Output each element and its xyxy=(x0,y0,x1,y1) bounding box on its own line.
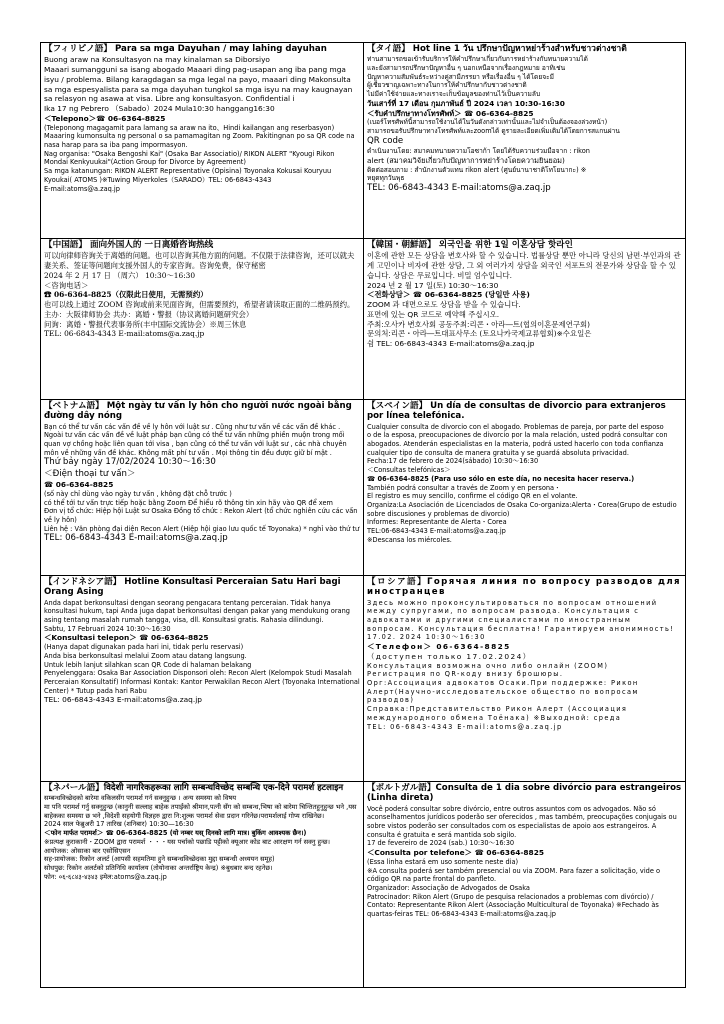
section-line: ไม่มีค่าใช้จ่ายและทางเราจะเก็บข้อมูลของท่านไว้เป็นความลับ xyxy=(367,90,541,99)
section-line: （доступен только 17.02.2024） xyxy=(367,651,532,661)
section-line: Anda bisa berkonsultasi melalui Zoom atau datang langsung. xyxy=(44,651,247,660)
section-line: सोधपुछ: रिकोन अलर्टको प्रतिनिधि कार्यालय (तोयोनाका अन्तर्राष्ट्रिय केन्द्र) ※बुधबार बन्द रहनेछ। xyxy=(44,863,273,872)
section-line: หยุดทุกวันพุธ xyxy=(367,174,405,183)
section-line: ผู้เชี่ยวชาญเฉพาะทางในการให้คำปรึกษากับชาวต่างชาติ xyxy=(367,81,527,90)
section-vietnamese xyxy=(41,400,363,575)
section-phone: ＜Consulta por telefone＞ ☎ 06-6364-8825 xyxy=(367,848,544,858)
section-phone: ＜Telepono＞☎ 06-6364-8825 xyxy=(44,113,166,123)
section-line: 문의처:리콘・아라―트대표사무소 (토요나카국제교류협회)※수요일은 xyxy=(367,329,592,339)
section-line: Регистрация по QR-коду внизу брошюры. xyxy=(367,670,564,679)
section-line: Справка:Представительство Рикон Алерт (Ассоциация международного обмена Тоёнака) ※Выходной: среда xyxy=(367,705,628,722)
section-line: ปัญหาความสัมพันธ์ระหว่างคู่สามีภรรยา หรือเรื่องอื่น ๆ ได้โดยจะมี xyxy=(367,72,554,81)
section-contact: TEL: 06-6843-4343 E-mail:atoms@a.zaq.jp xyxy=(367,722,563,731)
section-line: Anda dapat berkonsultasi dengan seorang pengacara tentang perceraian. Tidak hanya konsultasi hukum, tapi Anda juga dapat berkonsultasi dengan pakar yang mendukung orang asing tentang masalah rumah tangga, visa, dll. Konsultasi gratis. Rahasia dilindungi. xyxy=(44,598,350,625)
section-line: Консультация возможна очно либо онлайн (ZOOM) xyxy=(367,661,609,670)
row-2 xyxy=(40,238,686,399)
section-contact: TEL: 06-6843-4343 E-mail:atoms@a.zaq.jp xyxy=(44,533,228,544)
section-line: ＜咨询电话＞ xyxy=(44,280,89,290)
section-line: Penyelenggara: Osaka Bar Association Disponsori oleh: Recon Alert (Kelompok Studi Masalah Perceraian Konsultatif) Informasi Kontak: Kantor Perwakilan Recon Alert (Toyonaka International Center) * Tutup pada hari Rabu xyxy=(44,669,360,695)
section-line: आयोजक: ओसाका बार एसोसिएसन xyxy=(44,846,131,855)
section-phone: ＜전화상담＞ ☎ 06-6364-8825 (당일만 사용) xyxy=(367,290,530,300)
section-line: 也可以线上通过 ZOOM 咨询或前来见面咨询，但需要预约，希望者请读取正面的二维码预约。 xyxy=(44,300,355,310)
section-line: Liên hệ : Văn phòng đại diện Recon Alert (Hiệp hội giao lưu quốc tế Toyonaka) * nghỉ vào thứ tư xyxy=(44,524,360,533)
section-title: 【ベトナム語】 Một ngày tư vấn ly hôn cho người nước ngoài bằng đường dây nóng xyxy=(44,401,352,422)
section-contact: TEL: 06-6843-4343 E-mail:atoms@a.zaq.jp xyxy=(44,695,202,705)
section-indonesian xyxy=(41,576,363,781)
section-line: सम्बन्धविच्छेदको बारेमा वकिलसँग परामर्श गर्न सक्नुहुन्छ । अन्य समस्या को विषय xyxy=(44,794,237,803)
section-title: 【インドネシア語】 Hotline Konsultasi Perceraian Satu Hari bagi Orang Asing xyxy=(44,577,341,598)
section-line: मा पनि परामर्श गर्नु सक्नुहुन्छ (कानुनी सल्लाह बाहेक तपाईंको श्रीमान,पत्नी सँग को सम्बन्ध,भिषा को बारेमा चिन्तितहुनुहुन्छ भने ,यस बाहेकका समस्या छ भने ,विदेशी सहयोगी विज्ञहरु द्वारा नि:शुल्क परामर्श सेवा प्रदान गरिनेछ।परामर्शलाई गोप्य राखिनेछ। xyxy=(44,803,357,820)
section-line: (số này chỉ dùng vào ngày tư vấn , không đặt chỗ trước ) xyxy=(44,489,232,498)
section-line: Đơn vị tổ chức: Hiệp hội Luật sư Osaka Đồng tổ chức : Rekon Alert (tổ chức nghiên cứu các vấn về ly hôn) xyxy=(44,507,358,524)
row-4 xyxy=(40,575,686,781)
section-line: Organizador: Associação de Advogados de Osaka xyxy=(367,884,530,893)
section-contact: Patrocinador: Rikon Alert (Grupo de pesquisa relacionados a problemas com divórcio) / Contato: Representante Rikon Alert (Associação Multicultural de Toyonaka) ※Fechado às quartas-feiras TEL: 06-6843-4343 E-mail:atoms@a.zaq.jp xyxy=(367,892,659,919)
section-line: Nag organisa: "Osaka Bengoshi Kai" (Osaka Bar Associatio)/ RIKON ALERT "Kyougi Rikon Mondai Kenkyuukai"(Action Group for Divorce by Agreement) xyxy=(44,149,335,167)
section-filipino xyxy=(41,43,363,238)
section-title: 【タイ語】 Hot line 1 วัน ปรึกษาปัญหาหย่าร้างสำหรับชาวต่างชาติ xyxy=(367,44,627,54)
section-line: Cualquier consulta de divorcio con el abogado. Problemas de pareja, por parte del esposo xyxy=(367,422,664,431)
section-line: ดำเนินงานโดย: สมาคมทนายความโอซาก้า โดยได้รับความร่วมมือจาก : rikon xyxy=(367,147,590,156)
section-date: 2024 年 2 月 17 日 （周六） 10:30～16:30 xyxy=(44,270,196,280)
section-line: Organiza:La Asociación de Licenciados de Osaka Co-organiza:Alerta・Corea(Grupo de estudio sobre discusiones y problemas de divorcio) xyxy=(367,500,677,518)
section-line: También podrá consultar a través de Zoom y en persona・ xyxy=(367,483,561,492)
section-title: 【中国語】 面向外国人的 一日离婚咨询热线 xyxy=(44,240,214,250)
section-line: (เบอร์โทรศัพท์นี้สามารถใช้งานได้ในวันดังกล่าวเท่านั้นและไม่จำเป็นต้องจองล่วงหน้า) xyxy=(367,118,608,127)
section-line: QR code xyxy=(367,135,404,146)
section-contact: TEL:06-6843-4343 E-mail:atoms@a.zaq.jp xyxy=(367,527,506,536)
section-line: 주최:오사카 변호사회 공동주최:리콘・아라―트(협의이혼문제연구회) xyxy=(367,319,590,329)
section-line: ท่านสามารถขอเข้ารับบริการให้คำปรึกษาเกี่ยวกับการหย่าร้างกับทนายความได้ xyxy=(367,55,588,64)
section-chinese xyxy=(41,239,363,399)
section-title: 【ロシア語】Горячая линия по вопросу разводов для иностранцев xyxy=(367,577,681,598)
section-spanish xyxy=(363,400,685,575)
section-title: 【スペイン語】 Un día de consultas de divorcio para extranjeros por línea telefónica. xyxy=(367,401,666,422)
section-line: Орг:Ассоциация адвокатов Осаки.При поддержке: Рикон Алерт(Научно-исследовательское общество по вопросам разводов) xyxy=(367,679,639,705)
section-date: 2024 년 2 월 17 일(토) 10:30～16:30 xyxy=(367,280,499,290)
section-line: 可以向律师咨询关于离婚的问题。也可以咨询其他方面的问题。不仅限于法律咨询，还可以就夫妻关系、签证等问题向支援外国人的专家咨询。咨询免费，保守秘密 xyxy=(44,251,355,271)
section-line: (Teleponong magagamit para lamang sa araw na ito、Hindi kailangan ang reserbasyon) xyxy=(44,123,335,132)
section-phone: ＜फोन मार्फत परामर्श＞ ☎ 06-6364-8825 (यो नम्बर यस् दिनको लागि मात्र। बुकिंग आवश्यक छैन।) xyxy=(44,829,307,838)
section-phone: ＜Konsultasi telepon＞ ☎ 06-6364-8825 xyxy=(44,633,209,643)
section-line: Bạn có thể tư vấn các vấn đề về ly hôn với luật sư . Cũng như tư vấn về các vấn đề khác . Ngoài tư vấn các vấn đề về luật pháp bạn cũng có thể tư vấn những phiền muộn trong mối quan vợ chồng hoặc liên quan tới visa , bạn cũng có thể tư vấn với luật sư , các nhà chuyên môn về những vấn đề khác. Không mất phí tư vấn . Mọi thông tin đều được giữ bí mật . xyxy=(44,422,347,457)
section-line: o de la esposa, preocupaciones de divorcio por la mala relación, usted podrá consultar con abogados. Atenderán especialistas en la materia, podrá usted hacerlo con toda confianza cualquier tipo de consulta de manera gratuita y se guardá absoluta privacidad. xyxy=(367,431,668,457)
section-phone: ＜Телефон＞ 06-6364-8825 xyxy=(367,642,511,652)
section-contact: TEL: 06-6843-4343 E-mail:atoms@a.zaq.jp xyxy=(367,182,551,193)
section-russian xyxy=(363,576,685,781)
section-contact: TEL: 06-6843-4343 E-mail:atoms@a.zaq.jp xyxy=(44,329,205,339)
section-line: ※प्रत्यक्ष कुराकानी・ZOOM द्वारा परामर्श ・・・यस पर्चाको पछाडि पट्टीको क्यूआर कोड बाट आरक्षण गर्न सक्नु हुन्छ। xyxy=(44,837,331,846)
section-phone: ☎ 06-6364-8825 xyxy=(44,480,114,490)
section-date: Sabtu, 17 Februari 2024 10:30～16:30 xyxy=(44,624,171,633)
section-line: (Essa linha estará em uso somente neste dia) xyxy=(367,857,519,866)
section-date: 17 de fevereiro de 2024 (sab.) 10:30～16:30 xyxy=(367,839,515,848)
flyer-page xyxy=(40,42,686,982)
section-korean xyxy=(363,239,685,399)
section-line: สามารถขอรับปรึกษาทางโทรศัพท์และzoomได้ ดูรายละเอียดเพิ่มเติมได้โดยการสแกนผ่าน xyxy=(367,127,620,136)
row-5 xyxy=(40,781,686,988)
section-line: และยังสามารถปรึกษาปัญหาอื่น ๆ นอกเหนือจากเรื่องกฎหมาย อาทิเช่น xyxy=(367,64,566,73)
section-date: 17.02. 2024 10:30～16:30 xyxy=(367,633,486,642)
section-line: Maaari sumangguni sa isang abogado Maaari ding pag-usapan ang iba pang mga isyu / problema. Bilang karagdagan sa mga legal na payo, maaari ding Makonsulta sa mga espesyalista para sa mga dayuhan tungkol sa mga isyu na may kaugnayan sa relasyon ng asawa at visa. Libre ang konsultasyon. Confidential i xyxy=(44,65,353,104)
section-line: ＜Consultas telefónicas＞ xyxy=(367,466,451,475)
section-line: Informes: Representante de Alerta・Corea xyxy=(367,518,507,527)
section-line: 主办：大阪律师协会 共办：离婚・警报（协议离婚问题研究会） xyxy=(44,309,254,319)
section-title: 【ポルトガル語】Consulta de 1 dia sobre divórcio para estrangeiros (Linha direta) xyxy=(367,783,682,804)
section-line: ※A consulta poderá ser também presencial ou via ZOOM. Para fazer a solicitação, vide o código QR na parte frontal do panfleto. xyxy=(367,866,661,884)
section-contact: 쉼 TEL: 06-6843-4343 E-mail:atoms@a.zaq.jp xyxy=(367,339,535,349)
section-line: có thể tới tư vấn trực tiếp hoặc bằng Zoom Để hiểu rõ thông tin xin hãy vào QR để xem xyxy=(44,498,333,507)
section-phone: ☎ 06-6364-8825 (Para uso sólo en este día, no necesita hacer reserva.) xyxy=(367,474,635,483)
section-line: ZOOM 과 대면으로도 상담을 받을 수 있습니다. xyxy=(367,300,521,310)
section-date: 2024 साल फेब्रुअरी 17 तारिख (शनिबार) 10:30—16:30 xyxy=(44,820,194,829)
section-line: Здесь можно проконсультироваться по вопросам отношений между супругами, по вопросам развода. Консультация с адвокатами и другими специалистами по иностранным вопросам. Консультация бесплатна! Гарантируем анонимность! xyxy=(367,598,675,633)
section-thai xyxy=(363,43,685,238)
section-line: सह-प्रायोजक: रिकोन अलर्ट (आपसी सहमतिमा हुने सम्बन्धविच्छेदका मुद्दा सम्बन्धी अध्ययन समूह) xyxy=(44,855,275,864)
section-line: (Hanya dapat digunakan pada hari ini, tidak perlu reservasi) xyxy=(44,643,244,652)
section-line: Sa mga katanungan: RIKON ALERT Representative (Opisina) Toyonaka Kokusai Kouryuu Kyoukai( ATOMS )※Tuwing Miyerkoles（SARADO）TEL: 06-6843-4343 xyxy=(44,167,332,184)
section-date: Fecha:17 de febrero de 2024(sábado) 10:30～16:30 xyxy=(367,457,539,466)
section-phone: ☎ 06-6364-8825（仅限此日使用，无需预约） xyxy=(44,290,208,300)
section-nepali xyxy=(41,782,363,987)
section-line: 问询：离婚・警报代表事务所(丰中国际交流协会）※周三休息 xyxy=(44,319,247,329)
section-line: Ika 17 ng Pebrero （Sabado）2024 Mula10:30 hanggang16:30 xyxy=(44,104,275,114)
section-line: El registro es muy sencillo, confirme el código QR en el volante. xyxy=(367,492,578,501)
section-title: 【ネパール語】विदेशी नागरिकहरूका लागि सम्बन्धविच्छेद सम्बन्धि एक-दिने परामर्श हटलाइन xyxy=(44,783,344,793)
section-date: วันเสาร์ที่ 17 เดือน กุมภาพันธ์ ปี 2024 เวลา 10:30-16:30 xyxy=(367,98,565,108)
section-line: Maaaring kumonsulta ng personal o sa pamamagitan ng Zoom. Pakitingnan po sa QR code na nasa harap para sa iba pang impormasyon. xyxy=(44,132,355,150)
row-1 xyxy=(40,42,686,238)
section-phone: ＜รับคำปรึกษาทางโทรศัพท์＞ ☎ 06-6364-8825 xyxy=(367,108,534,118)
section-date: Thứ bảy ngày 17/02/2024 10:30～16:30 xyxy=(44,457,216,468)
section-email: E-mail:atoms@a.zaq.jp xyxy=(44,184,120,193)
section-line: alert (สมาคมวิจัยเกี่ยวกับปัญหาการหย่าร้างโดยความยินยอม) xyxy=(367,155,565,165)
section-title: 【フィリピノ語】 Para sa mga Dayuhan / may lahing dayuhan xyxy=(44,44,327,54)
section-line: ＜Điện thoại tư vấn＞ xyxy=(44,468,136,479)
section-portuguese xyxy=(363,782,685,987)
section-line: Buong araw na Konsultasyon na may kinalaman sa Diborsiyo xyxy=(44,55,270,65)
section-line: Untuk lebih lanjut silahkan scan QR Code di halaman belakang xyxy=(44,660,252,669)
section-line: Você poderá consultar sobre divórcio, entre outros assuntos com os advogados. Não só aconselhamentos jurídicos poderão ser oferecidos , mas também, preocupações conjugais ou sobre vistos poderão ser consultados com os especialistas de apoio aos estrangeiros. A consulta é gratuita e será mantida sob sigilo. xyxy=(367,804,677,839)
section-line: ติดต่อสอบถาม : สำนักงานตัวแทน rikon alert (ศูนย์นานาชาติโทโยนากะ) ※ xyxy=(367,165,587,174)
section-line: 이혼에 관한 모든 상담을 변호사와 할 수 있습니다. 법률상담 뿐만 아니라 당신의 남편·부인과의 관계 고민이나 비자에 관한 상담, 그 외 여러가지 상담을 외국인 서포트의 전문가와 상담을 할 수 있습니다. 상담은 무료입니다. 비밀 엄수입니다. xyxy=(367,251,681,280)
section-title: 【韓国・朝鮮語】 외국인을 위한 1일 이혼상담 핫라인 xyxy=(367,240,573,250)
section-line: 표면에 있는 QR 코드로 예약해 주십시오. xyxy=(367,309,500,319)
row-3 xyxy=(40,399,686,575)
section-contact: फोन: ०६-६८४३-४३४३ इमेल:atoms@a.zaq.jp xyxy=(44,872,167,881)
section-line: ※Descansa los miércoles. xyxy=(367,535,452,544)
